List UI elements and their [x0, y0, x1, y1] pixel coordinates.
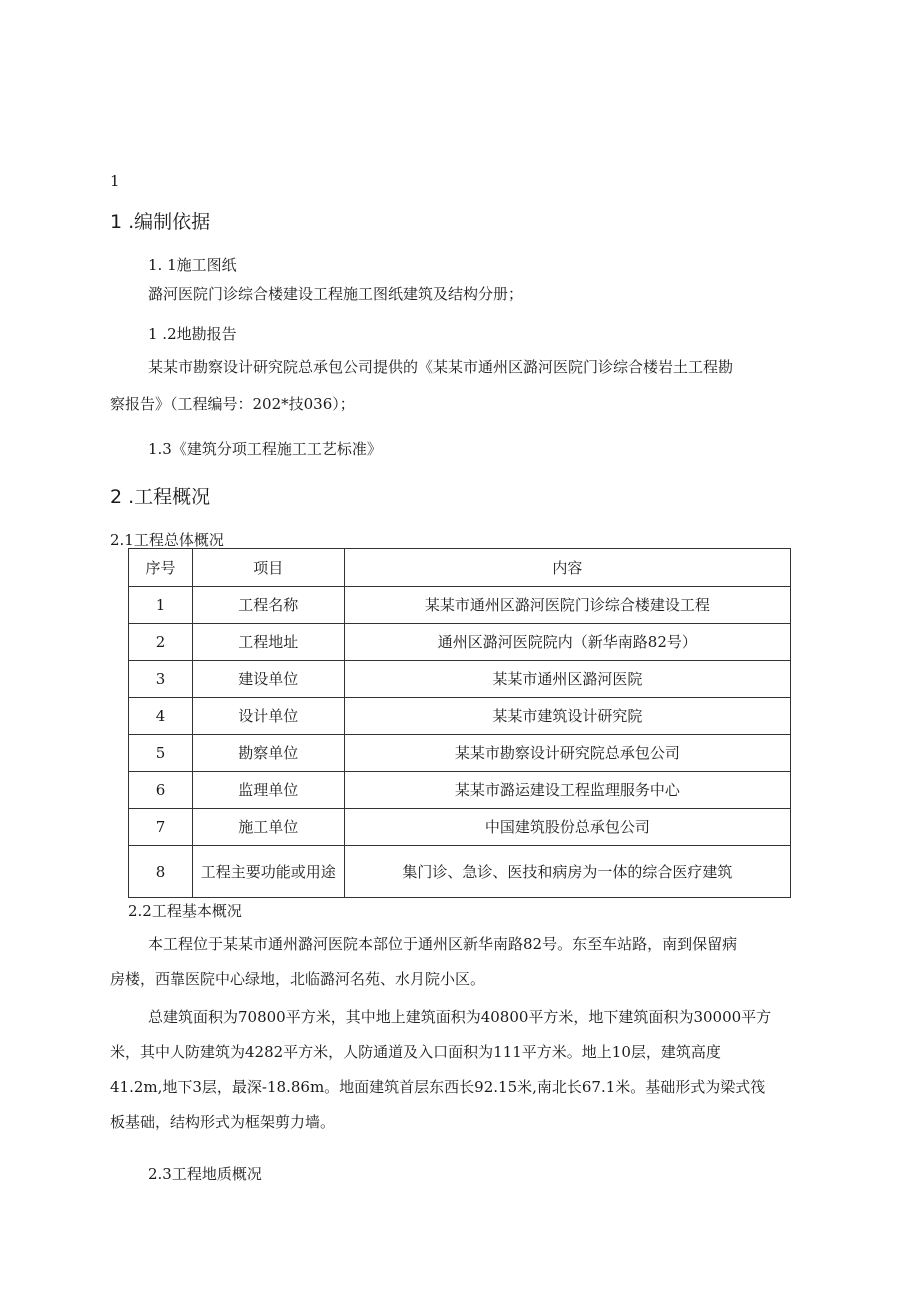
section-1-heading: 1 .编制依据: [110, 211, 211, 233]
row-index: 8: [129, 846, 193, 898]
section-1-2-line2: 察报告》（工程编号：202*技036）；: [110, 395, 355, 413]
section-2-2-para1-line1: 本工程位于某某市通州潞河医院本部位于通州区新华南路82号。东至车站路，南到保留病: [148, 935, 738, 953]
row-content: 某某市通州区潞河医院: [344, 661, 790, 698]
row-index: 3: [129, 661, 193, 698]
section-1-3-heading: 1.3《建筑分项工程施工工艺标准》: [148, 440, 382, 458]
row-content: 集门诊、急诊、医技和病房为一体的综合医疗建筑: [344, 846, 790, 898]
table-row: [129, 698, 791, 735]
row-index: 6: [129, 772, 193, 809]
section-1-1-heading: 1. 1施工图纸: [148, 256, 237, 274]
header-index: 序号: [129, 549, 193, 587]
table-row: [129, 587, 791, 624]
row-item: 监理单位: [192, 772, 344, 809]
section-2-1-heading: 2.1工程总体概况: [110, 531, 224, 549]
row-item: 建设单位: [192, 661, 344, 698]
section-2-2-para2-line3: 41.2m,地下3层，最深-18.86m。地面建筑首层东西长92.15米,南北长67.1米。基础形式为梁式筏: [110, 1078, 766, 1096]
header-content: 内容: [344, 549, 790, 587]
row-content: 中国建筑股份总承包公司: [344, 809, 790, 846]
section-2-2-para2-line4: 板基础，结构形式为框架剪力墙。: [110, 1113, 336, 1131]
section-1-1-text: 潞河医院门诊综合楼建设工程施工图纸建筑及结构分册；: [148, 285, 524, 303]
table-row: [129, 809, 791, 846]
table-row: [129, 846, 791, 898]
row-item: 设计单位: [192, 698, 344, 735]
section-1-2-line1: 某某市勘察设计研究院总承包公司提供的《某某市通州区潞河医院门诊综合楼岩土工程勘: [148, 358, 734, 376]
table-row: [129, 624, 791, 661]
row-content: 某某市通州区潞河医院门诊综合楼建设工程: [344, 587, 790, 624]
row-item: 施工单位: [192, 809, 344, 846]
row-index: 4: [129, 698, 193, 735]
row-content: 某某市潞运建设工程监理服务中心: [344, 772, 790, 809]
section-2-3-heading: 2.3工程地质概况: [148, 1165, 262, 1183]
row-index: 5: [129, 735, 193, 772]
table-header-row: [129, 549, 791, 587]
page-number: 1: [110, 172, 120, 190]
row-item: 工程主要功能或用途: [192, 846, 344, 898]
row-item: 工程地址: [192, 624, 344, 661]
row-content: 某某市勘察设计研究院总承包公司: [344, 735, 790, 772]
table-row: [129, 735, 791, 772]
row-item: 工程名称: [192, 587, 344, 624]
project-overview-table: [128, 548, 791, 898]
header-item: 项目: [192, 549, 344, 587]
row-content: 某某市建筑设计研究院: [344, 698, 790, 735]
section-2-2-para1-line2: 房楼，西靠医院中心绿地，北临潞河名苑、水月院小区。: [110, 970, 486, 988]
row-item: 勘察单位: [192, 735, 344, 772]
section-2-2-heading: 2.2工程基本概况: [128, 902, 242, 920]
table-row: [129, 661, 791, 698]
section-2-heading: 2 .工程概况: [110, 486, 211, 508]
row-content: 通州区潞河医院院内（新华南路82号）: [344, 624, 790, 661]
row-index: 7: [129, 809, 193, 846]
row-index: 2: [129, 624, 193, 661]
section-2-2-para2-line1: 总建筑面积为70800平方米，其中地上建筑面积为40800平方米，地下建筑面积为30000平方: [148, 1008, 772, 1026]
row-index: 1: [129, 587, 193, 624]
section-1-2-heading: 1 .2地勘报告: [148, 325, 237, 343]
table-row: [129, 772, 791, 809]
section-2-2-para2-line2: 米，其中人防建筑为4282平方米，人防通道及入口面积为111平方米。地上10层，建筑高度: [110, 1043, 721, 1061]
